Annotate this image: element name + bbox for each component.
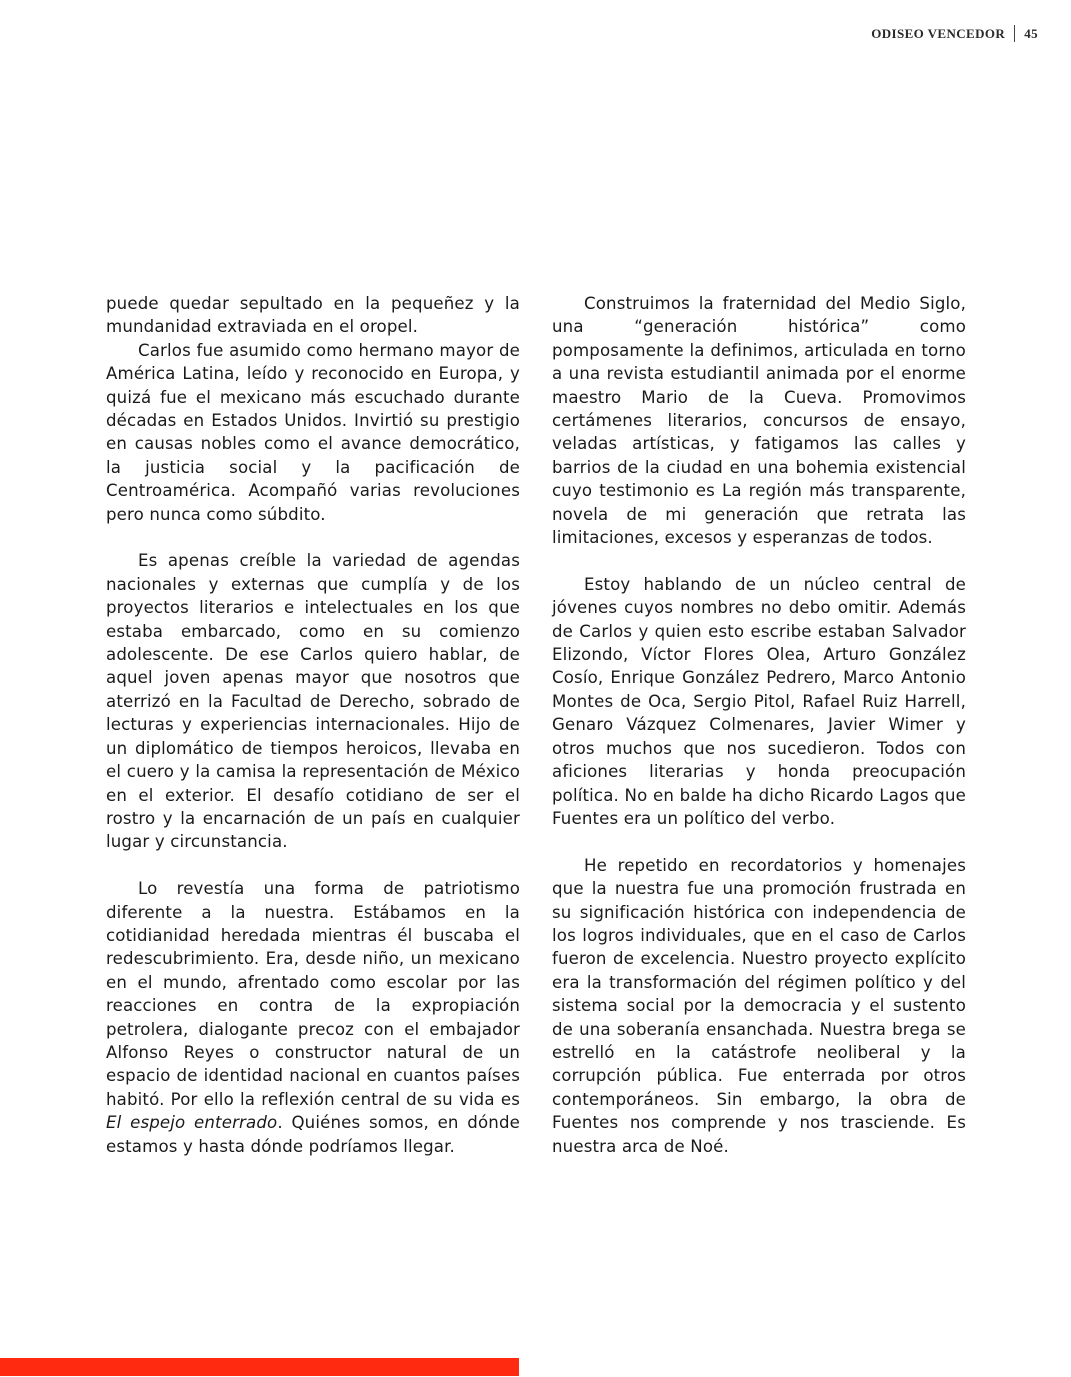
paragraph-text: Lo revestía una forma de patriotismo diferente a la nuestra. Estábamos en la cotidianidad heredada mientras él buscaba el redescubrimiento. Era, desde niño, un mexicano en el mundo, afrentado como escolar por las reacciones en contra de la expropiación petrolera, dialogante precoz con el embajador Alfonso Reyes o constructor natural de un espacio de identidad nacional en cuantos países habitó. Por ello la reflexión central de su vida es [106, 879, 520, 1109]
book-title: El espejo enterrado [106, 1113, 278, 1133]
paragraph: Estoy hablando de un núcleo central de jóvenes cuyos nombres no debo omitir. Además de Carlos y quien esto escribe estaban Salvador Elizondo, Víctor Flores Olea, Arturo González Cosío, Enrique González Pedrero, Marco Antonio Montes de Oca, Sergio Pitol, Rafael Ruiz Harrell, Genaro Vázquez Colmenares, Javier Wimer y otros muchos que nos sucedieron. Todos con aficiones literarias y honda preocupación política. No en balde ha dicho Ricardo Lagos que Fuentes era un político del verbo. [552, 574, 966, 828]
left-column [106, 292, 520, 1158]
paragraph: Carlos fue asumido como hermano mayor de América Latina, leído y reconocido en Europa, y quizá fue el mexicano más escuchado durante décadas en Estados Unidos. Invirtió su prestigio en causas nobles como el avance democrático, la justicia social y la pacificación de Centroamérica. Acompañó varias revoluciones pero nunca como súbdito. [106, 340, 520, 524]
accent-bar [0, 1358, 519, 1376]
paragraph: He repetido en recordatorios y homenajes que la nuestra fue una promoción frustrada en su significación histórica con independencia de los logros individuales, que en el caso de Carlos fueron de excelencia. Nuestro proyecto explícito era la transformación del régimen político y del sistema social por la democracia y el sustento de una soberanía ensanchada. Nuestra brega se estrelló en la catástrofe neoliberal y la corrupción pública. Fue enterrada por otros contemporáneos. Sin embargo, la obra de Fuentes nos comprende y nos trasciende. Es nuestra arca de Noé. [552, 855, 966, 1156]
paragraph: Es apenas creíble la variedad de agendas nacionales y externas que cumplía y de los proyectos literarios e intelectuales en los que estaba embarcado, como en su comienzo adolescente. De ese Carlos quiero hablar, de aquel joven apenas mayor que nosotros que aterrizó en la Facultad de Derecho, sobrado de lecturas y experiencias internacionales. Hijo de un diplomático de tiempos heroicos, llevaba en el cuero y la camisa la representación de México en el exterior. El desafío cotidiano de ser el rostro y la encarnación de un país en cualquier lugar y circunstancia. [106, 551, 520, 852]
running-title: ODISEO VENCEDOR [871, 25, 1006, 41]
header-divider [1014, 25, 1015, 42]
running-header [871, 25, 1038, 42]
paragraph: Construimos la fraternidad del Medio Siglo, una “generación histórica” como pomposamente la definimos, articulada en torno a una revista estudiantil animada por el enorme maestro Mario de la Cueva. Promovimos certámenes literarios, concursos de ensayo, veladas artísticas, y fatigamos las calles y barrios de la ciudad en una bohemia existencial cuyo testimonio es La región más transparente, novela de mi generación que retrata las limitaciones, excesos y esperanzas de todos. [552, 294, 966, 548]
right-column [552, 292, 966, 1158]
page-number: 45 [1024, 25, 1038, 41]
paragraph-text: . Quiénes somos, en dónde estamos y hasta dónde podríamos llegar. [106, 1113, 520, 1156]
paragraph-continuation: puede quedar sepultado en la pequeñez y la mundanidad extraviada en el oropel. [106, 294, 520, 337]
paragraph [106, 877, 520, 1158]
